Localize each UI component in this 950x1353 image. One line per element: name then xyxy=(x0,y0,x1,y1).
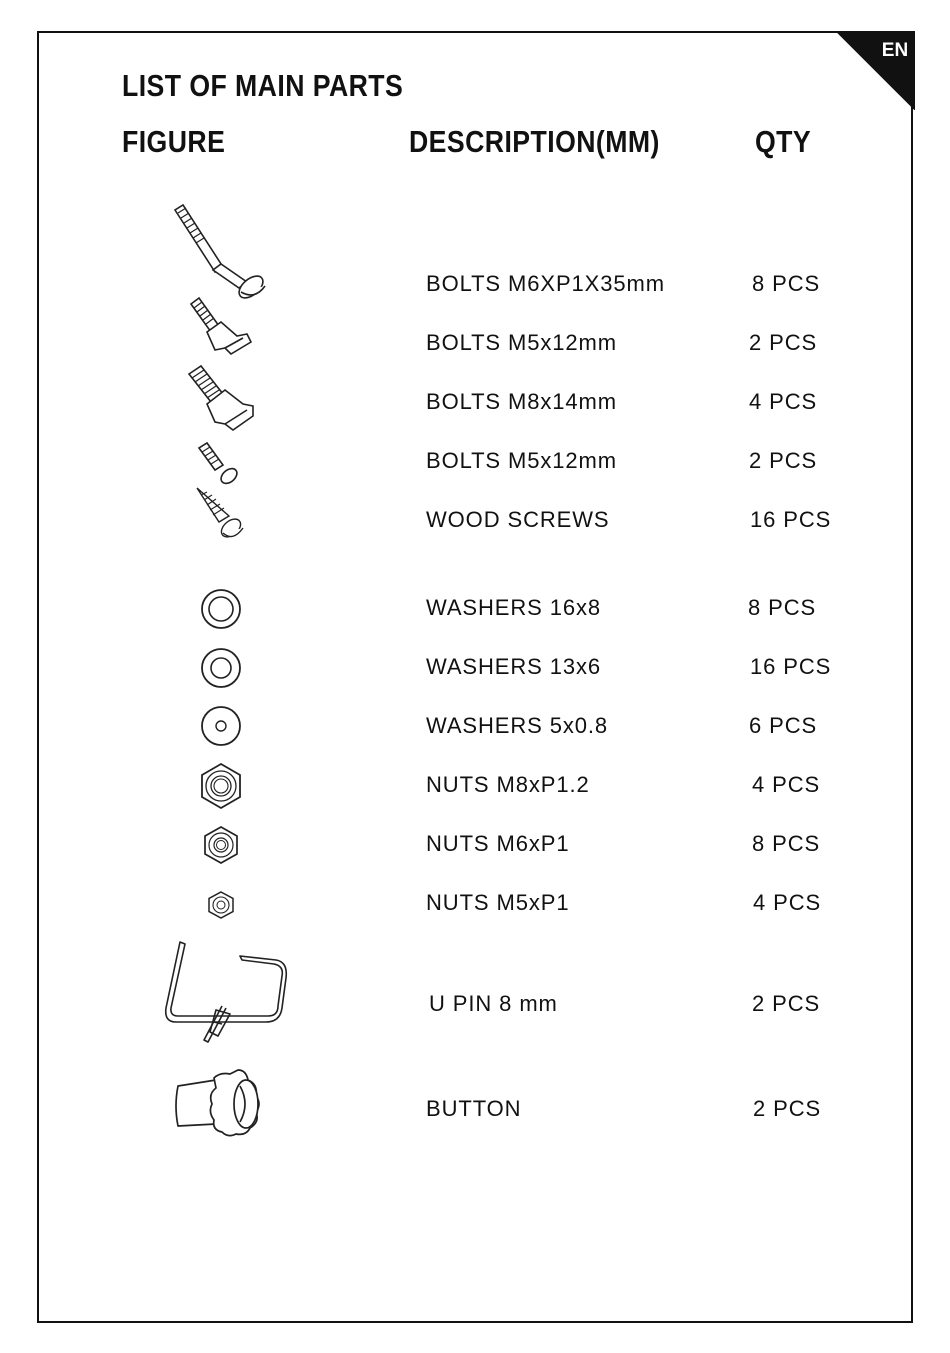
part-description: BOLTS M5x12mm xyxy=(426,448,617,473)
part-description: BUTTON xyxy=(426,1096,522,1121)
washer-large-icon xyxy=(200,588,242,630)
part-qty: 2 PCS xyxy=(749,330,818,355)
part-qty: 4 PCS xyxy=(753,890,822,915)
part-qty: 2 PCS xyxy=(753,1096,822,1121)
qty-column-header: QTY xyxy=(755,124,812,159)
part-description: WASHERS 5x0.8 xyxy=(426,713,609,738)
part-description: NUTS M5xP1 xyxy=(426,890,570,915)
part-qty: 4 PCS xyxy=(752,772,821,797)
wood-screw-icon xyxy=(193,486,247,542)
part-qty: 8 PCS xyxy=(752,831,821,856)
nut-medium-icon xyxy=(202,826,240,864)
language-corner-tab xyxy=(836,31,915,110)
bolt-m8-icon xyxy=(183,360,259,434)
knob-button-icon xyxy=(170,1066,275,1138)
part-description: BOLTS M8x14mm xyxy=(426,389,617,414)
part-qty: 16 PCS xyxy=(750,654,832,679)
part-description: U PIN 8 mm xyxy=(429,991,558,1016)
part-qty: 2 PCS xyxy=(749,448,818,473)
language-label: EN xyxy=(881,40,909,61)
part-description: NUTS M8xP1.2 xyxy=(426,772,590,797)
part-qty: 16 PCS xyxy=(750,507,832,532)
part-description: BOLTS M5x12mm xyxy=(426,330,617,355)
part-qty: 2 PCS xyxy=(752,991,821,1016)
part-qty: 8 PCS xyxy=(748,595,817,620)
part-qty: 6 PCS xyxy=(749,713,818,738)
washer-medium-icon xyxy=(200,647,242,689)
part-description: NUTS M6xP1 xyxy=(426,831,570,856)
part-qty: 8 PCS xyxy=(752,271,821,296)
bolt-m5-icon xyxy=(185,292,257,358)
small-bolt-icon xyxy=(195,440,245,490)
part-description: WOOD SCREWS xyxy=(426,507,610,532)
nut-large-icon xyxy=(197,762,245,810)
nut-small-icon xyxy=(207,891,235,919)
part-description: WASHERS 13x6 xyxy=(426,654,602,679)
page-title: LIST OF MAIN PARTS xyxy=(122,68,404,103)
part-description: BOLTS M6XP1X35mm xyxy=(426,271,665,296)
figure-column-header: FIGURE xyxy=(122,124,226,159)
description-column-header: DESCRIPTION(MM) xyxy=(409,124,660,159)
part-description: WASHERS 16x8 xyxy=(426,595,602,620)
part-qty: 4 PCS xyxy=(749,389,818,414)
u-pin-icon xyxy=(158,936,288,1048)
washer-small-icon xyxy=(200,705,242,747)
